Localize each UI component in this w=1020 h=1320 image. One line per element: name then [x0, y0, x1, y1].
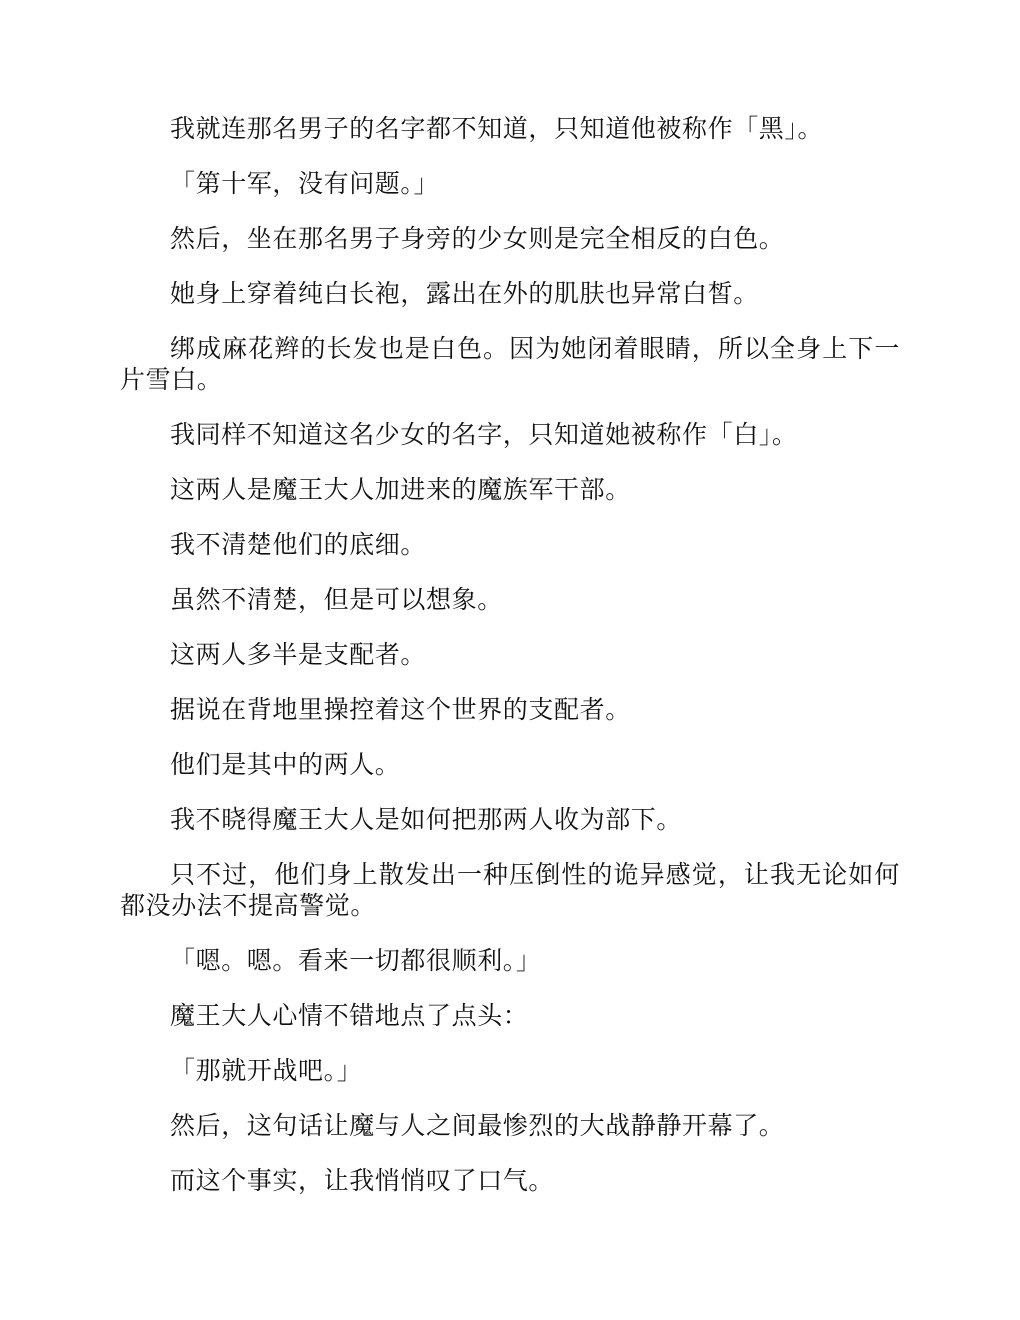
paragraph-12: 他们是其中的两人。 — [170, 750, 401, 779]
paragraph-15: 「嗯。嗯。看来一切都很顺利。」 — [170, 946, 542, 975]
paragraph-7: 这两人是魔王大人加进来的魔族军干部。 — [170, 475, 631, 504]
paragraph-18: 然后，这句话让魔与人之间最惨烈的大战静静开幕了。 — [170, 1111, 785, 1140]
document-page — [120, 113, 900, 1220]
paragraph-3: 然后，坐在那名男子身旁的少女则是完全相反的白色。 — [170, 224, 785, 253]
paragraph-11: 据说在背地里操控着这个世界的支配者。 — [170, 695, 631, 724]
paragraph-13: 我不晓得魔王大人是如何把那两人收为部下。 — [170, 805, 683, 834]
paragraph-19: 而这个事实，让我悄悄叹了口气。 — [170, 1166, 555, 1195]
paragraph-5: 绑成麻花辫的长发也是白色。因为她闭着眼睛，所以全身上下一片雪白。 — [120, 334, 900, 394]
paragraph-1: 我就连那名男子的名字都不知道，只知道他被称作「黑」。 — [170, 114, 824, 143]
paragraph-8: 我不清楚他们的底细。 — [170, 530, 427, 559]
paragraph-2: 「第十军，没有问题。」 — [170, 169, 440, 198]
paragraph-6: 我同样不知道这名少女的名字，只知道她被称作「白」。 — [170, 420, 798, 449]
paragraph-17: 「那就开战吧。」 — [170, 1056, 363, 1085]
paragraph-4: 她身上穿着纯白长袍，露出在外的肌肤也异常白皙。 — [170, 279, 759, 308]
paragraph-16: 魔王大人心情不错地点了点头： — [170, 1001, 529, 1030]
paragraph-9: 虽然不清楚，但是可以想象。 — [170, 585, 503, 614]
paragraph-14: 只不过，他们身上散发出一种压倒性的诡异感觉，让我无论如何都没办法不提高警觉。 — [120, 860, 900, 920]
paragraph-10: 这两人多半是支配者。 — [170, 640, 427, 669]
